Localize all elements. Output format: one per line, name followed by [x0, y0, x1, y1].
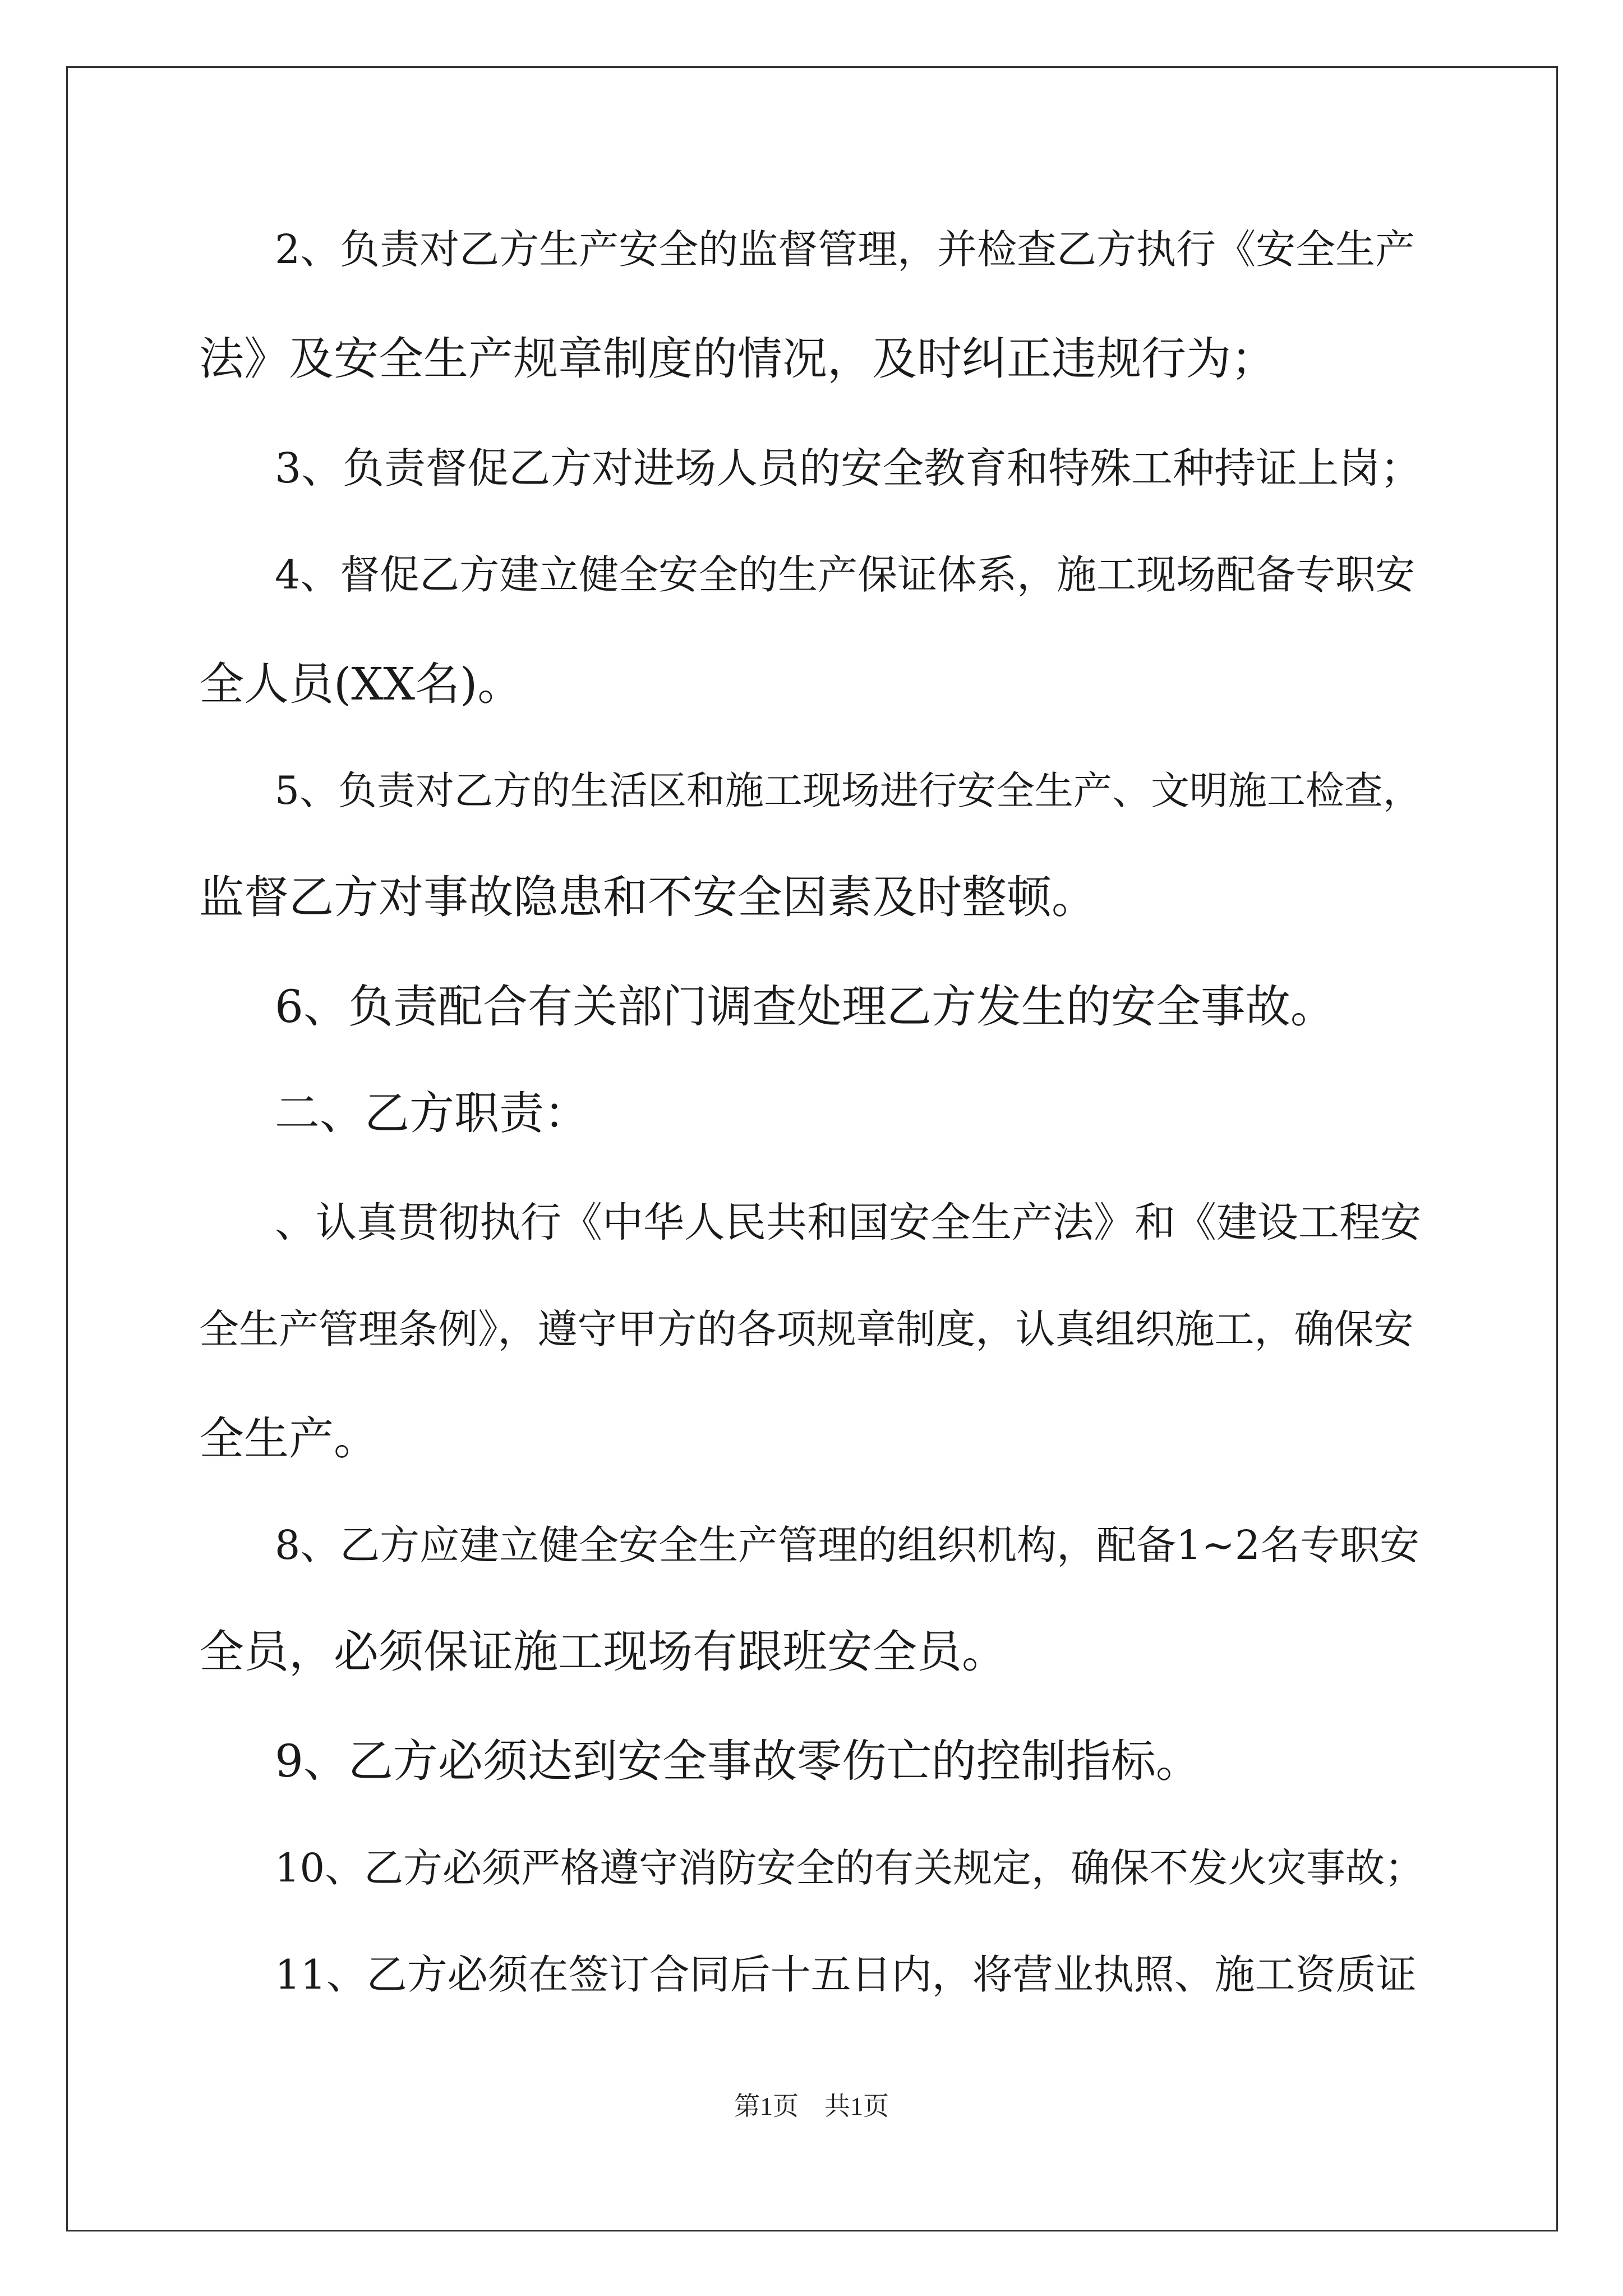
page-footer: 第1页 共1页	[734, 2092, 889, 2120]
section-heading: 二、乙方职责：	[275, 1087, 589, 1139]
paragraph-line: 3、负责督促乙方对进场人员的安全教育和特殊工种持证上岗；	[275, 444, 1422, 493]
paragraph-line: 全员，必须保证施工现场有跟班安全员。	[199, 1626, 1007, 1678]
page-border	[66, 66, 1558, 2231]
paragraph-line: 全生产。	[199, 1412, 379, 1465]
paragraph-line: 2、负责对乙方生产安全的监督管理，并检查乙方执行《安全生产	[275, 226, 1415, 273]
paragraph-line: 10、乙方必须严格遵守消防安全的有关规定，确保不发火灾事故；	[275, 1845, 1424, 1891]
paragraph-line: 全人员(XX名)。	[199, 658, 523, 710]
paragraph-line: 法》及安全生产规章制度的情况，及时纠正违规行为；	[199, 333, 1276, 385]
paragraph-line: 9、乙方必须达到安全事故零伤亡的控制指标。	[275, 1735, 1201, 1787]
paragraph-line: 、认真贯彻执行《中华人民共和国安全生产法》和《建设工程安	[275, 1199, 1421, 1246]
paragraph-line: 4、督促乙方建立健全安全的生产保证体系，施工现场配备专职安	[275, 551, 1415, 598]
paragraph-line: 5、负责对乙方的生活区和施工现场进行安全生产、文明施工检查，	[275, 769, 1422, 813]
paragraph-line: 监督乙方对事故隐患和不安全因素及时整顿。	[199, 871, 1096, 923]
paragraph-line: 8、乙方应建立健全安全生产管理的组织机构，配备1~2名专职安	[275, 1522, 1420, 1568]
paragraph-line: 6、负责配合有关部门调查处理乙方发生的安全事故。	[275, 981, 1335, 1033]
paragraph-line: 全生产管理条例》，遵守甲方的各项规章制度，认真组织施工，确保安	[199, 1306, 1414, 1352]
paragraph-line: 11、乙方必须在签订合同后十五日内，将营业执照、施工资质证	[275, 1951, 1417, 1998]
